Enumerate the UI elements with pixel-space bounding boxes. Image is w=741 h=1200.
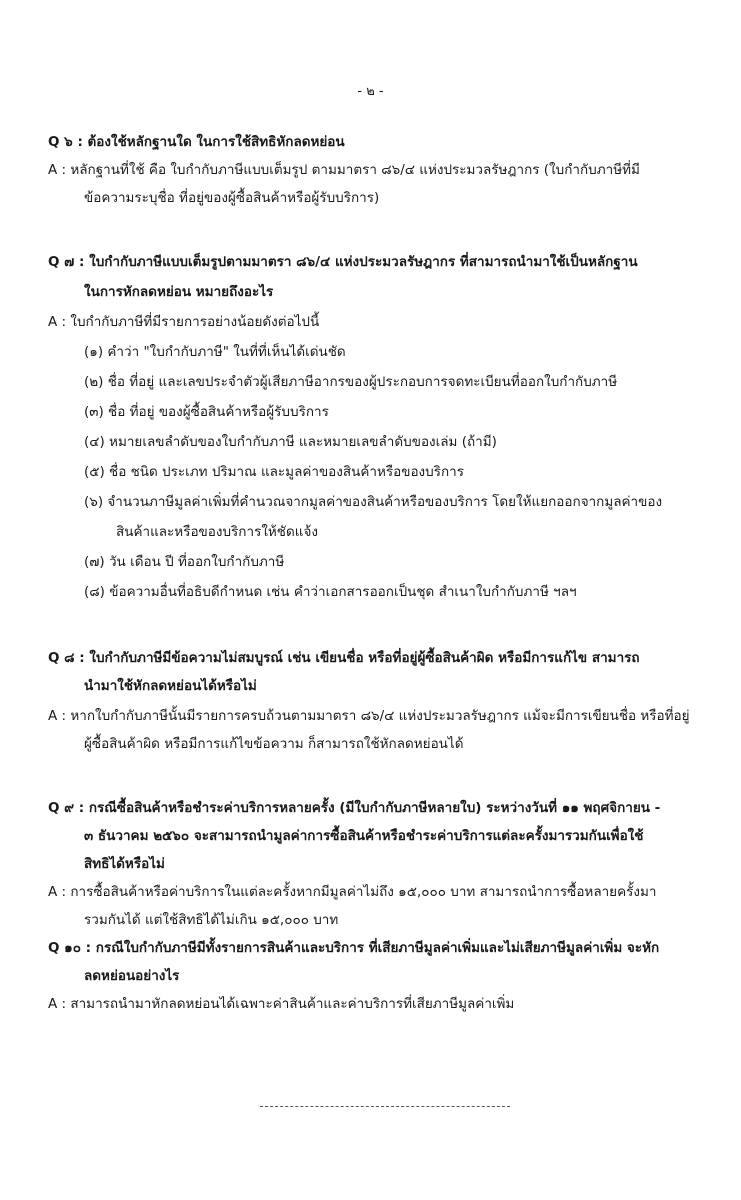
list-item-6: (๖) จำนวนภาษีมูลค่าเพิ่มที่คำนวณจากมูลค่าของสินค้าหรือของบริการ โดยให้แยกออกจากมูลค่าของ [84,494,663,510]
answer-8-line-1: A : หากใบกำกับภาษีนั้นมีรายการครบถ้วนตามมาตรา ๘๖/๔ แห่งประมวลรัษฎากร แม้จะมีการเขียนชื่อ หรือที่อยู่ [48,708,690,724]
list-item-5: (๕) ชื่อ ชนิด ประเภท ปริมาณ และมูลค่าของสินค้าหรือของบริการ [84,464,464,480]
answer-7: A : ใบกำกับภาษีที่มีรายการอย่างน้อยดังต่อไปนี้ [48,314,320,330]
question-8-line-1: Q ๘ : ใบกำกับภาษีมีข้อความไม่สมบูรณ์ เช่น เขียนชื่อ หรือที่อยู่ผู้ซื้อสินค้าผิด หรือมีการแก้ไข สามารถ [48,650,640,666]
list-item-1: (๑) คำว่า "ใบกำกับภาษี" ในที่ที่เห็นได้เด่นชัด [84,344,346,360]
list-item-8: (๘) ข้อความอื่นที่อธิบดีกำหนด เช่น คำว่าเอกสารออกเป็นชุด สำเนาใบกำกับภาษี ฯลฯ [84,584,577,600]
question-7-line-1: Q ๗ : ใบกำกับภาษีแบบเต็มรูปตามมาตรา ๘๖/๔ แห่งประมวลรัษฎากร ที่สามารถนำมาใช้เป็นหลักฐาน [48,254,638,270]
question-6: Q ๖ : ต้องใช้หลักฐานใด ในการใช้สิทธิหักลดหย่อน [48,134,345,150]
answer-9-line-1: A : การซื้อสินค้าหรือค่าบริการในแต่ละครั้งหากมีมูลค่าไม่ถึง ๑๕,๐๐๐ บาท สามารถนำการซื้อหลายครั้งมา [48,884,657,900]
question-9-line-1: Q ๙ : กรณีซื้อสินค้าหรือชำระค่าบริการหลายครั้ง (มีใบกำกับภาษีหลายใบ) ระหว่างวันที่ ๑๑ พฤศจิกายน - [48,800,661,816]
answer-9-line-2: รวมกันได้ แต่ใช้สิทธิได้ไม่เกิน ๑๕,๐๐๐ บาท [84,912,339,928]
question-10-line-1: Q ๑๐ : กรณีใบกำกับภาษีมีทั้งรายการสินค้าและบริการ ที่เสียภาษีมูลค่าเพิ่มและไม่เสียภาษีมูลค่าเพิ่ม จะหัก [48,940,660,956]
answer-6-line-1: A : หลักฐานที่ใช้ คือ ใบกำกับภาษีแบบเต็มรูป ตามมาตรา ๘๖/๔ แห่งประมวลรัษฎากร (ใบกำกับภาษีที่มี [48,162,640,178]
answer-10: A : สามารถนำมาหักลดหย่อนได้เฉพาะค่าสินค้าและค่าบริการที่เสียภาษีมูลค่าเพิ่ม [48,996,515,1012]
question-7-line-2: ในการหักลดหย่อน หมายถึงอะไร [84,284,274,300]
answer-6-line-2: ข้อความระบุชื่อ ที่อยู่ของผู้ซื้อสินค้าหรือผู้รับบริการ) [84,190,380,206]
list-item-6-cont: สินค้าและหรือของบริการให้ชัดแจ้ง [116,524,318,540]
question-8-line-2: นำมาใช้หักลดหย่อนได้หรือไม่ [84,678,257,694]
answer-8-line-2: ผู้ซื้อสินค้าผิด หรือมีการแก้ไขข้อความ ก็สามารถใช้หักลดหย่อนได้ [84,736,464,752]
end-divider [260,1106,510,1107]
question-9-line-2: ๓ ธันวาคม ๒๕๖๐ จะสามารถนำมูลค่าการซื้อสินค้าหรือชำระค่าบริการแต่ละครั้งมารวมกันเพื่อใช้ [84,828,644,844]
question-10-line-2: ลดหย่อนอย่างไร [84,968,180,984]
list-item-3: (๓) ชื่อ ที่อยู่ ของผู้ซื้อสินค้าหรือผู้รับบริการ [84,404,329,420]
list-item-4: (๔) หมายเลขลำดับของใบกำกับภาษี และหมายเลขลำดับของเล่ม (ถ้ามี) [84,434,497,450]
question-9-line-3: สิทธิได้หรือไม่ [84,856,165,872]
list-item-7: (๗) วัน เดือน ปี ที่ออกใบกำกับภาษี [84,554,285,570]
list-item-2: (๒) ชื่อ ที่อยู่ และเลขประจำตัวผู้เสียภาษีอากรของผู้ประกอบการจดทะเบียนที่ออกใบกำกับภาษี [84,374,618,390]
page-number: - ๒ - [357,84,384,99]
